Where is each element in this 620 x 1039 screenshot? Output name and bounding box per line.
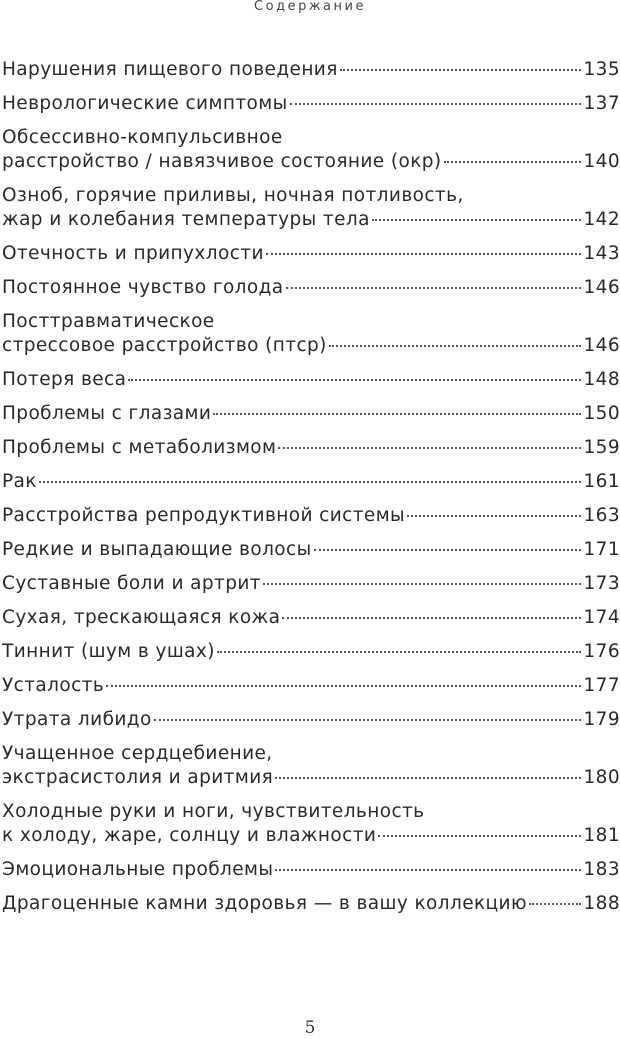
- toc-entry-page: 179: [583, 709, 620, 730]
- toc-entry-page: 176: [583, 641, 620, 662]
- toc-entry[interactable]: [2, 892, 620, 916]
- toc-entry-row: [2, 640, 620, 664]
- toc-entry-row: [2, 674, 620, 698]
- toc-entry[interactable]: [2, 504, 620, 528]
- toc-entry[interactable]: [2, 402, 620, 426]
- toc-entry-title: Проблемы с глазами: [2, 403, 212, 424]
- toc-entry[interactable]: [2, 126, 620, 174]
- toc-entry-page: 180: [583, 767, 620, 788]
- toc-entry-page: 135: [583, 59, 620, 80]
- toc-entry-row: [2, 276, 620, 300]
- toc-entry-title: Сухая, трескающаяся кожа: [2, 607, 281, 628]
- toc-entry-page: 148: [583, 369, 620, 390]
- toc-entry-row: [2, 436, 620, 460]
- dot-leader: [282, 616, 581, 619]
- toc-entry-row: [2, 402, 620, 426]
- toc-entry-title: к холоду, жаре, солнцу и влажности: [2, 825, 377, 846]
- toc-entry[interactable]: [2, 742, 620, 790]
- toc-entry[interactable]: [2, 674, 620, 698]
- toc-entry-row: [2, 334, 620, 358]
- toc-entry-title: расстройство / навязчивое состояние (окр): [2, 151, 442, 172]
- toc-entry[interactable]: [2, 58, 620, 82]
- toc-entry-title: Тиннит (шум в ушах): [2, 641, 215, 662]
- toc-entry-page: 140: [583, 151, 620, 172]
- running-head: Содержание: [254, 0, 366, 14]
- toc-entry-row: [2, 606, 620, 630]
- toc-entry-row: [2, 708, 620, 732]
- dot-leader: [378, 834, 581, 837]
- toc-entry-row: [2, 470, 620, 494]
- dot-leader: [314, 548, 582, 551]
- toc-entry-title: Драгоценные камни здоровья — в вашу коллекцию: [2, 893, 527, 914]
- toc-entry-title: Усталость: [2, 675, 105, 696]
- toc-entry-row: [2, 368, 620, 392]
- toc-entry-title-line: Озноб, горячие приливы, ночная потливость,: [2, 185, 464, 206]
- toc-entry-title: экстрасистолия и аритмия: [2, 767, 274, 788]
- toc-entry[interactable]: [2, 640, 620, 664]
- toc-entry[interactable]: [2, 572, 620, 596]
- toc-entry-page: 177: [583, 675, 620, 696]
- dot-leader: [213, 412, 581, 415]
- toc-entry-row: [2, 538, 620, 562]
- toc-entry[interactable]: [2, 708, 620, 732]
- toc-entry-row: [2, 208, 620, 232]
- toc-entry[interactable]: [2, 858, 620, 882]
- toc-entry-row: [2, 58, 620, 82]
- toc-entry-page: 143: [583, 243, 620, 264]
- toc-entry[interactable]: [2, 242, 620, 266]
- toc-entry[interactable]: [2, 436, 620, 460]
- toc-entry-page: 146: [583, 277, 620, 298]
- toc-entry[interactable]: [2, 92, 620, 116]
- dot-leader: [217, 650, 582, 653]
- toc-entry-title: Постоянное чувство голода: [2, 277, 284, 298]
- toc-entry-page: 142: [583, 209, 620, 230]
- toc-entry-page: 150: [583, 403, 620, 424]
- toc-entry[interactable]: [2, 276, 620, 300]
- toc-entry-page: 188: [583, 893, 620, 914]
- toc-entry[interactable]: [2, 310, 620, 358]
- toc-entry-row: [2, 572, 620, 596]
- dot-leader: [39, 480, 582, 483]
- toc-entry-title-line: Обсессивно-компульсивное: [2, 127, 283, 148]
- toc-entry-page: 159: [583, 437, 620, 458]
- toc-entry-title: Нарушения пищевого поведения: [2, 59, 338, 80]
- toc-entry-title: Отечность и припухлости: [2, 243, 264, 264]
- toc-entry-page: 146: [583, 335, 620, 356]
- toc-entry[interactable]: [2, 368, 620, 392]
- toc-entry-page: 173: [583, 573, 620, 594]
- dot-leader: [128, 378, 581, 381]
- dot-leader: [372, 218, 582, 221]
- table-of-contents: [2, 58, 620, 926]
- toc-entry-title-line: Холодные руки и ноги, чувствительность: [2, 801, 425, 822]
- toc-entry[interactable]: [2, 800, 620, 848]
- toc-entry-page: 181: [583, 825, 620, 846]
- dot-leader: [263, 582, 582, 585]
- toc-entry-title: Рак: [2, 471, 37, 492]
- toc-entry-page: 137: [583, 93, 620, 114]
- toc-entry-row: [2, 892, 620, 916]
- toc-entry-row: [2, 824, 620, 848]
- dot-leader: [286, 286, 582, 289]
- dot-leader: [340, 68, 582, 71]
- toc-entry[interactable]: [2, 184, 620, 232]
- toc-entry-title: Редкие и выпадающие волосы: [2, 539, 312, 560]
- toc-entry-page: 171: [583, 539, 620, 560]
- toc-entry-title: жар и колебания температуры тела: [2, 209, 370, 230]
- toc-entry-row: [2, 858, 620, 882]
- toc-entry-page: 163: [583, 505, 620, 526]
- toc-entry-page: 183: [583, 859, 620, 880]
- page-number: 5: [304, 1018, 316, 1038]
- dot-leader: [407, 514, 581, 517]
- dot-leader: [529, 902, 582, 905]
- toc-entry-page: 161: [583, 471, 620, 492]
- toc-entry-title-line: Посттравматическое: [2, 311, 215, 332]
- dot-leader: [266, 252, 582, 255]
- toc-entry-row: [2, 504, 620, 528]
- toc-entry-row: [2, 150, 620, 174]
- toc-entry[interactable]: [2, 606, 620, 630]
- toc-entry-title: Эмоциональные проблемы: [2, 859, 274, 880]
- toc-entry-page: 174: [583, 607, 620, 628]
- dot-leader: [444, 160, 582, 163]
- dot-leader: [329, 344, 582, 347]
- toc-entry[interactable]: [2, 538, 620, 562]
- dot-leader: [106, 684, 581, 687]
- toc-entry-title: Суставные боли и артрит: [2, 573, 261, 594]
- toc-entry[interactable]: [2, 470, 620, 494]
- dot-leader: [275, 776, 581, 779]
- toc-entry-title: стрессовое расстройство (птср): [2, 335, 327, 356]
- toc-entry-title: Утрата либидо: [2, 709, 152, 730]
- toc-entry-title: Расстройства репродуктивной системы: [2, 505, 406, 526]
- toc-entry-title: Неврологические симптомы: [2, 93, 288, 114]
- toc-entry-row: [2, 766, 620, 790]
- toc-entry-title: Проблемы с метаболизмом: [2, 437, 277, 458]
- dot-leader: [278, 446, 581, 449]
- dot-leader: [290, 102, 582, 105]
- toc-entry-title-line: Учащенное сердцебиение,: [2, 743, 273, 764]
- toc-entry-title: Потеря веса: [2, 369, 127, 390]
- toc-entry-row: [2, 92, 620, 116]
- dot-leader: [275, 868, 581, 871]
- toc-entry-row: [2, 242, 620, 266]
- dot-leader: [154, 718, 582, 721]
